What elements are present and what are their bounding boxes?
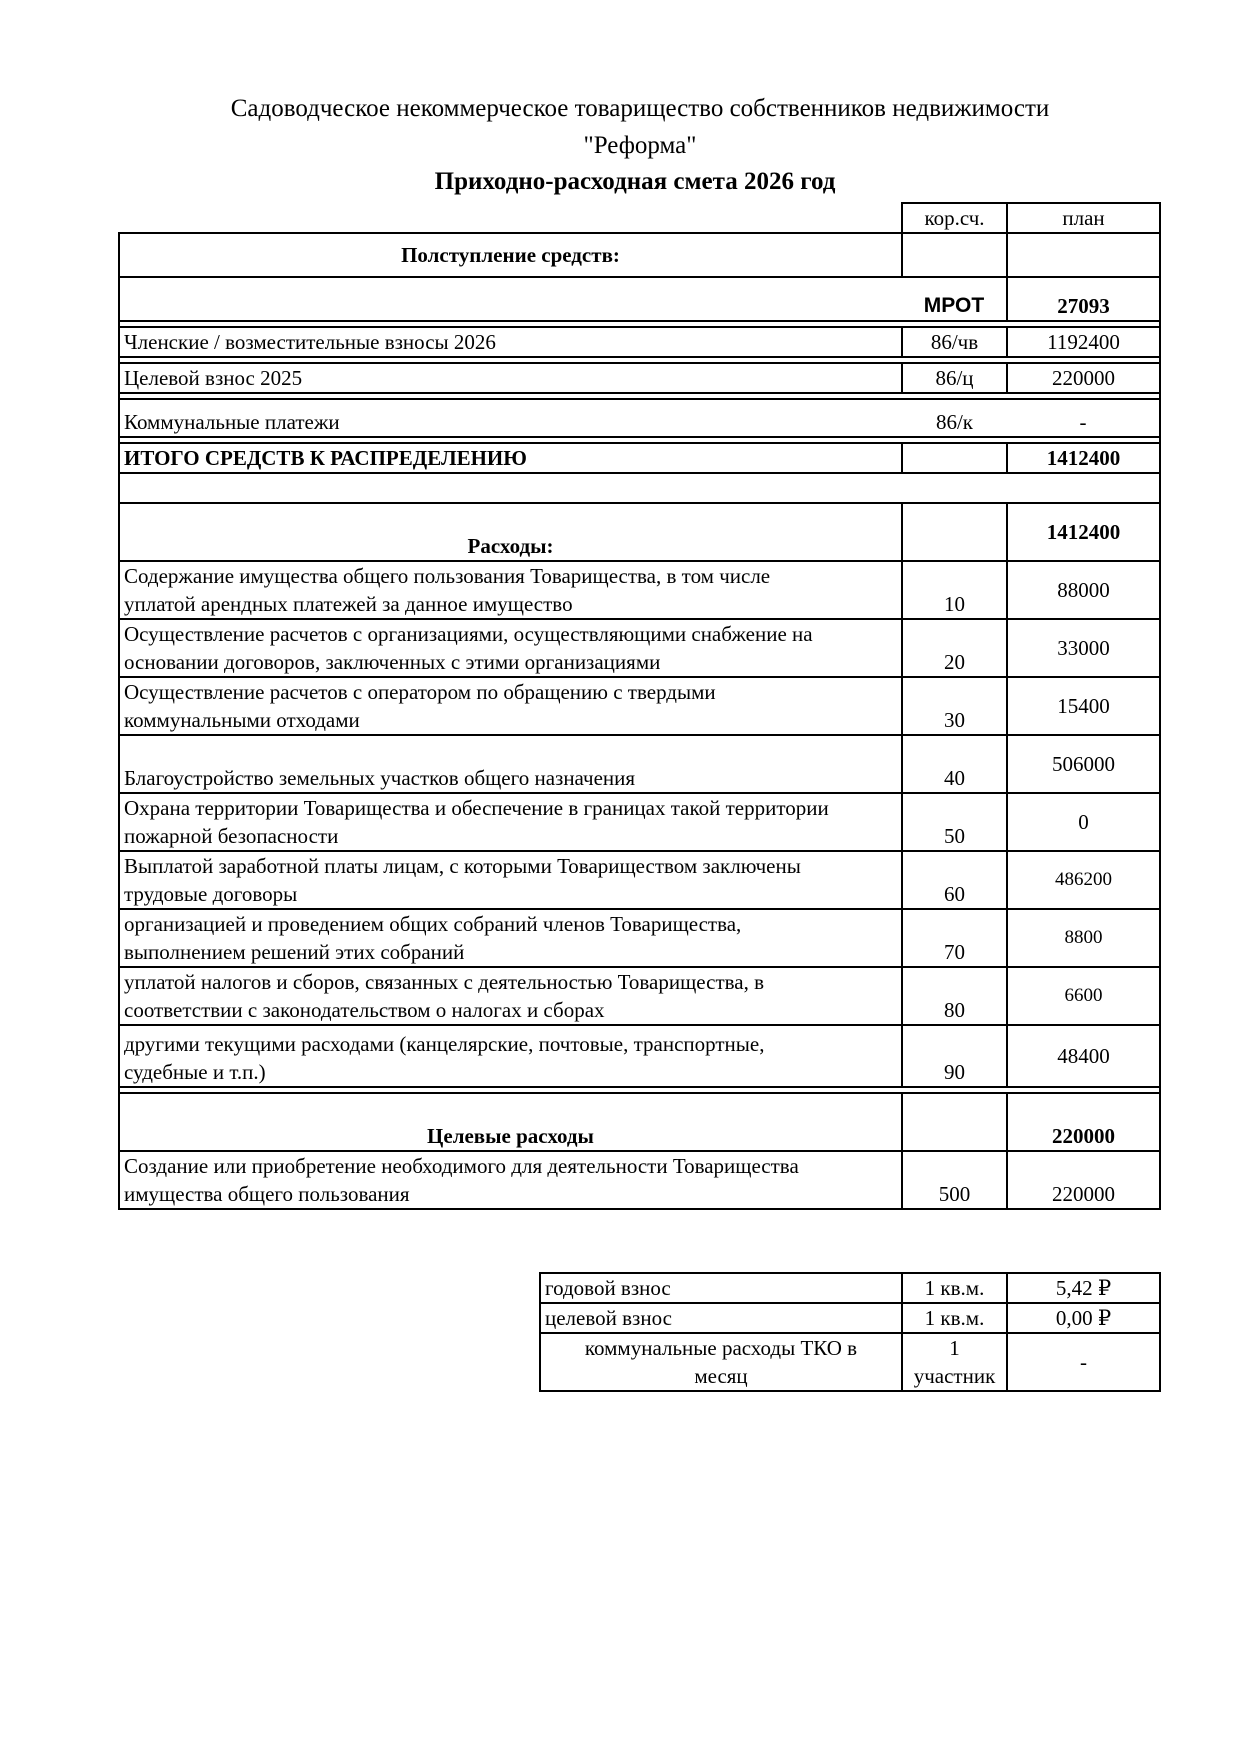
income-row-label: Целевой взнос 2025 bbox=[119, 363, 902, 393]
fee-label bbox=[540, 1333, 902, 1391]
expense-row-label-line2: уплатой арендных платежей за данное имущество bbox=[124, 592, 573, 616]
mrot-row bbox=[119, 277, 1160, 321]
expense-row-plan: 506000 bbox=[1007, 735, 1160, 793]
fees-table bbox=[539, 1272, 1161, 1392]
expense-row-account: 60 bbox=[902, 851, 1007, 909]
income-row-account: 86/ц bbox=[902, 363, 1007, 393]
fee-row bbox=[540, 1303, 1160, 1333]
expense-row-label bbox=[119, 735, 902, 793]
expense-row-label bbox=[119, 851, 902, 909]
expense-row-account: 80 bbox=[902, 967, 1007, 1025]
column-header-account: кор.сч. bbox=[902, 203, 1007, 233]
expense-row-label-line1: другими текущими расходами (канцелярские, почтовые, транспортные, bbox=[124, 1032, 765, 1056]
expense-row-plan: 6600 bbox=[1007, 967, 1160, 1025]
income-row-account: 86/к bbox=[902, 399, 1007, 437]
expense-row-account: 20 bbox=[902, 619, 1007, 677]
expense-row-label-line2: коммунальными отходами bbox=[124, 708, 360, 732]
expenses-total: 1412400 bbox=[1007, 503, 1160, 561]
fee-unit: 1 кв.м. bbox=[902, 1303, 1007, 1333]
expense-row bbox=[119, 677, 1160, 735]
expense-row bbox=[119, 909, 1160, 967]
expense-row-label-line2: основании договоров, заключенных с этими организациями bbox=[124, 650, 661, 674]
expense-row-label-line1: уплатой налогов и сборов, связанных с деятельностью Товарищества, в bbox=[124, 970, 764, 994]
fee-value: 0,00 ₽ bbox=[1007, 1303, 1160, 1333]
income-row bbox=[119, 327, 1160, 357]
expense-row-plan: 15400 bbox=[1007, 677, 1160, 735]
expense-row-account: 90 bbox=[902, 1025, 1007, 1087]
mrot-label: МРОТ bbox=[902, 277, 1007, 321]
expense-row-label bbox=[119, 561, 902, 619]
income-row-label: Членские / возместительные взносы 2026 bbox=[119, 327, 902, 357]
expense-row-label bbox=[119, 619, 902, 677]
expense-row bbox=[119, 851, 1160, 909]
income-section-title: Полступление средств: bbox=[119, 233, 902, 277]
document-title: Приходно-расходная смета 2026 год bbox=[434, 168, 836, 195]
target-title-row bbox=[119, 1093, 1160, 1151]
target-row bbox=[119, 1151, 1160, 1209]
expense-row-label-line2: пожарной безопасности bbox=[124, 824, 339, 848]
expense-row-label-line1: Содержание имущества общего пользования Товарищества, в том числе bbox=[124, 564, 771, 588]
mrot-label-spacer bbox=[119, 277, 902, 321]
target-section-title: Целевые расходы bbox=[119, 1093, 902, 1151]
expense-row-label-line2: выполнением решений этих собраний bbox=[124, 940, 465, 964]
expense-row bbox=[119, 619, 1160, 677]
fee-label-line1: коммунальные расходы ТКО в bbox=[584, 1336, 858, 1360]
expense-row-label bbox=[119, 967, 902, 1025]
fee-unit bbox=[902, 1333, 1007, 1391]
fee-row bbox=[540, 1273, 1160, 1303]
expense-row-account: 40 bbox=[902, 735, 1007, 793]
fee-unit: 1 кв.м. bbox=[902, 1273, 1007, 1303]
expense-row-label bbox=[119, 793, 902, 851]
expense-row-label-line2: судебные и т.п.) bbox=[124, 1060, 266, 1084]
expense-row-plan: 48400 bbox=[1007, 1025, 1160, 1087]
income-title-account-cell bbox=[902, 233, 1007, 277]
expense-row-label-line1: Осуществление расчетов с организациями, осуществляющими снабжение на bbox=[124, 622, 813, 646]
income-total-value: 1412400 bbox=[1007, 443, 1160, 473]
income-row-plan: - bbox=[1007, 399, 1160, 437]
expenses-section-title: Расходы: bbox=[119, 503, 902, 561]
income-row bbox=[119, 399, 1160, 437]
income-total-account-cell bbox=[902, 443, 1007, 473]
organization-name-quoted: "Реформа" bbox=[583, 132, 697, 159]
expense-row-plan: 0 bbox=[1007, 793, 1160, 851]
expense-row-plan: 486200 bbox=[1007, 851, 1160, 909]
fee-unit-line2: участник bbox=[913, 1364, 996, 1388]
expense-row-label-line2: соответствии с законодательством о налогах и сборах bbox=[124, 998, 605, 1022]
target-row-label bbox=[119, 1151, 902, 1209]
fee-label-line2: месяц bbox=[694, 1364, 748, 1388]
expense-row-plan: 33000 bbox=[1007, 619, 1160, 677]
target-row-label-line2: имущества общего пользования bbox=[124, 1182, 410, 1206]
fee-unit-line1: 1 bbox=[949, 1336, 960, 1360]
fee-row bbox=[540, 1333, 1160, 1391]
income-total-label: ИТОГО СРЕДСТВ К РАСПРЕДЕЛЕНИЮ bbox=[119, 443, 902, 473]
income-title-plan-cell bbox=[1007, 233, 1160, 277]
expense-row-account: 70 bbox=[902, 909, 1007, 967]
column-header-empty bbox=[119, 203, 902, 233]
income-row-account: 86/чв bbox=[902, 327, 1007, 357]
expense-row-plan: 8800 bbox=[1007, 909, 1160, 967]
expenses-title-row bbox=[119, 503, 1160, 561]
income-title-row bbox=[119, 233, 1160, 277]
target-row-label-line1: Создание или приобретение необходимого для деятельности Товарищества bbox=[124, 1154, 799, 1178]
expense-row-label bbox=[119, 1025, 902, 1087]
expense-row-account: 10 bbox=[902, 561, 1007, 619]
target-row-plan: 220000 bbox=[1007, 1151, 1160, 1209]
target-total: 220000 bbox=[1007, 1093, 1160, 1151]
fee-label: целевой взнос bbox=[540, 1303, 902, 1333]
expense-row-plan: 88000 bbox=[1007, 561, 1160, 619]
income-row-plan: 220000 bbox=[1007, 363, 1160, 393]
column-header-row bbox=[119, 203, 1160, 233]
expense-row-label-line1: Выплатой заработной платы лицам, с которыми Товариществом заключены bbox=[124, 854, 801, 878]
expense-row bbox=[119, 793, 1160, 851]
spacer-cell bbox=[119, 473, 1160, 503]
budget-table bbox=[118, 202, 1161, 1210]
fee-value: 5,42 ₽ bbox=[1007, 1273, 1160, 1303]
expense-row-label-line2: Благоустройство земельных участков общего назначения bbox=[124, 766, 636, 790]
expense-row bbox=[119, 1025, 1160, 1087]
column-header-plan: план bbox=[1007, 203, 1160, 233]
income-row-plan: 1192400 bbox=[1007, 327, 1160, 357]
income-row bbox=[119, 363, 1160, 393]
income-total-row bbox=[119, 443, 1160, 473]
expense-row-label bbox=[119, 909, 902, 967]
target-row-account: 500 bbox=[902, 1151, 1007, 1209]
organization-name: Садоводческое некоммерческое товарищество собственников недвижимости bbox=[230, 95, 1050, 122]
expense-row-label bbox=[119, 677, 902, 735]
expense-row-account: 50 bbox=[902, 793, 1007, 851]
expense-row bbox=[119, 561, 1160, 619]
expense-row-label-line1: организацией и проведением общих собраний членов Товарищества, bbox=[124, 912, 742, 936]
income-row-label: Коммунальные платежи bbox=[119, 399, 902, 437]
expense-row bbox=[119, 967, 1160, 1025]
expenses-title-account-cell bbox=[902, 503, 1007, 561]
target-title-account-cell bbox=[902, 1093, 1007, 1151]
expense-row-label-line1: Осуществление расчетов с оператором по обращению с твердыми bbox=[124, 680, 716, 704]
expense-row-label-line1: Охрана территории Товарищества и обеспечение в границах такой территории bbox=[124, 796, 829, 820]
spacer-row bbox=[119, 473, 1160, 503]
expense-row-account: 30 bbox=[902, 677, 1007, 735]
fee-label: годовой взнос bbox=[540, 1273, 902, 1303]
expense-row-label-line2: трудовые договоры bbox=[124, 882, 298, 906]
mrot-value: 27093 bbox=[1007, 277, 1160, 321]
fee-value: - bbox=[1007, 1333, 1160, 1391]
expense-row bbox=[119, 735, 1160, 793]
